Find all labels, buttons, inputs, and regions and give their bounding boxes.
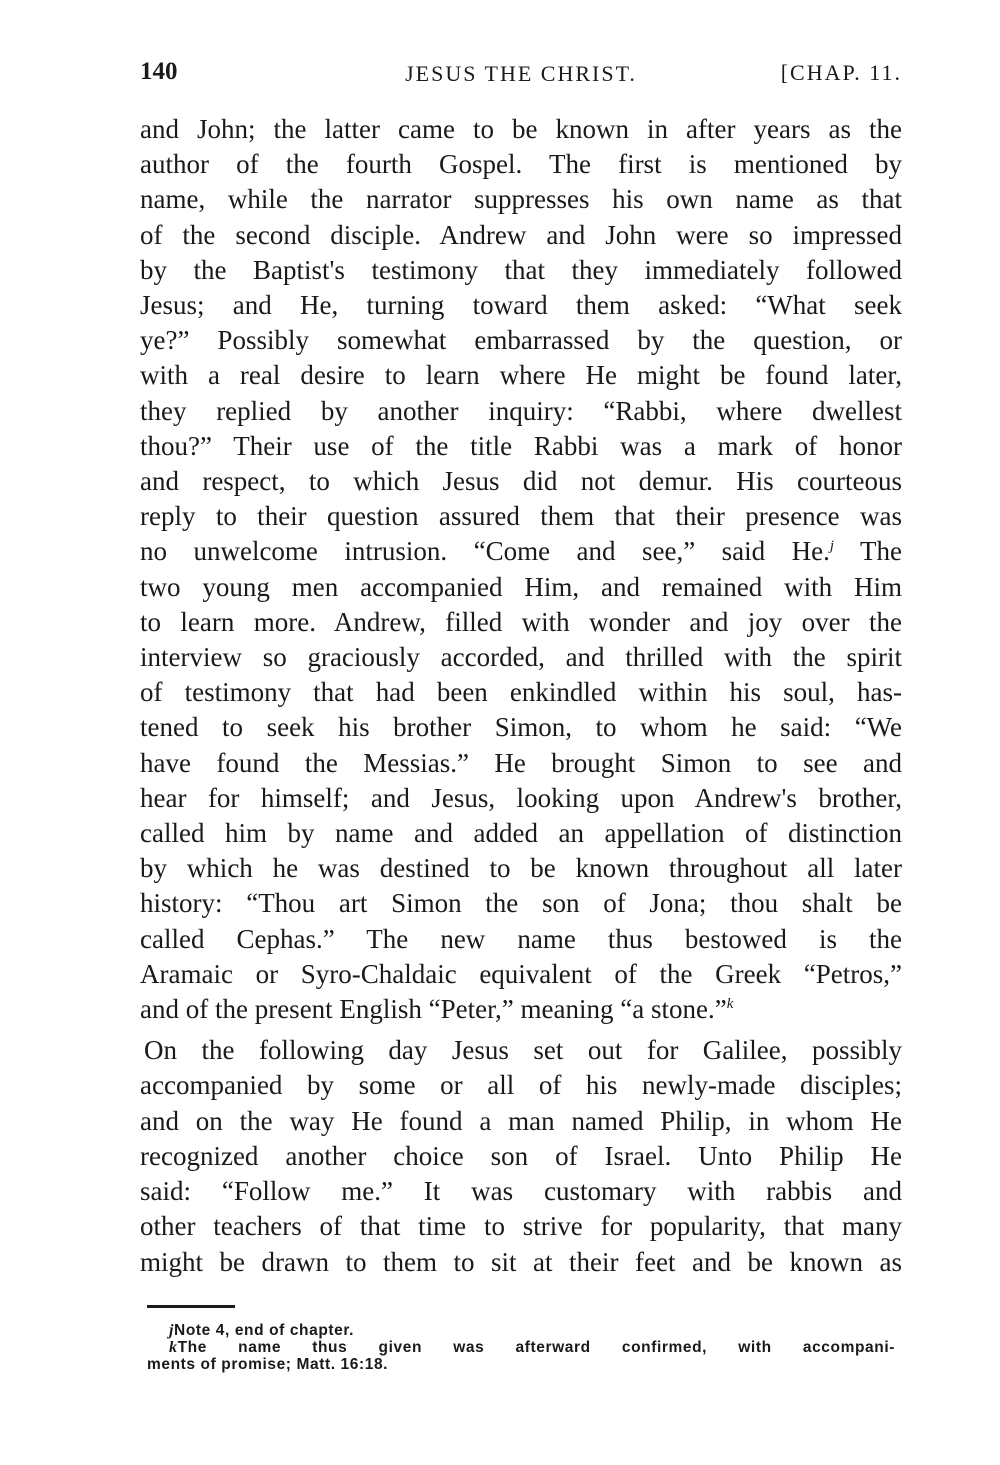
footnote-mark: k	[169, 1339, 178, 1356]
text-line	[140, 323, 902, 358]
text-line	[140, 1068, 902, 1103]
text-line	[140, 710, 902, 745]
text-line	[140, 1174, 902, 1209]
line-text: interview so graciously accorded, and thrilled with the spirit	[140, 642, 902, 673]
line-text: by the Baptist's testimony that they immediately followed	[140, 254, 902, 285]
line-text: have found the Messias.” He brought Simon to see and	[140, 747, 902, 778]
text-line	[140, 605, 902, 640]
text-line	[140, 182, 902, 217]
line-text: by which he was destined to be known throughout all later	[140, 853, 902, 884]
line-text: they replied by another inquiry: “Rabbi, where dwellest	[140, 395, 902, 426]
line-text: might be drawn to them to sit at their feet and be known as	[140, 1246, 902, 1277]
text-line	[140, 1209, 902, 1244]
footnote-text: The name thus given was afterward confirmed, with accompani-	[177, 1339, 895, 1356]
line-text: name, while the narrator suppresses his own name as that	[140, 184, 902, 215]
line-text: history: “Thou art Simon the son of Jona; thou shalt be	[140, 888, 902, 919]
text-line	[140, 781, 902, 816]
footnote-line	[147, 1322, 895, 1339]
line-text: reply to their question assured them that their presence was	[140, 501, 902, 532]
line-text: ye?” Possibly somewhat embarrassed by the question, or	[140, 325, 902, 356]
text-line	[140, 112, 902, 147]
footnote-text: Note 4, end of chapter.	[174, 1322, 355, 1339]
text-line	[140, 218, 902, 253]
running-head	[140, 58, 902, 92]
text-line	[140, 464, 902, 499]
text-line	[140, 1104, 902, 1139]
line-text: called Cephas.” The new name thus bestowed is the	[140, 923, 902, 954]
footnote-marker[interactable]	[727, 996, 734, 1012]
text-line	[140, 1139, 902, 1174]
line-text: Jesus; and He, turning toward them asked: “What seek	[140, 290, 902, 321]
text-line	[140, 640, 902, 675]
line-text: other teachers of that time to strive for popularity, that many	[140, 1211, 902, 1242]
line-text: of the second disciple. Andrew and John were so impressed	[140, 219, 902, 250]
line-text: and of the present English “Peter,” meaning “a stone.”	[140, 994, 727, 1025]
text-line	[140, 394, 902, 429]
line-text: tened to seek his brother Simon, to whom he said: “We	[140, 712, 902, 743]
page-number: 140	[140, 58, 178, 85]
line-text: and on the way He found a man named Philip, in whom He	[140, 1105, 902, 1136]
footnote-rule	[147, 1305, 235, 1308]
line-tail: The	[834, 536, 902, 567]
line-text: Aramaic or Syro-Chaldaic equivalent of the Greek “Petros,”	[140, 958, 902, 989]
footnote-mark: j	[169, 1322, 175, 1339]
text-line	[140, 886, 902, 921]
footnote-text: ments of promise; Matt. 16:18.	[147, 1356, 389, 1373]
footnote-ref-k: k	[726, 996, 734, 1013]
paragraph-2	[140, 1033, 902, 1279]
text-line	[140, 746, 902, 781]
text-line	[140, 534, 902, 569]
line-text: thou?” Their use of the title Rabbi was a mark of honor	[140, 430, 902, 461]
line-text: On the following day Jesus set out for Galilee, possibly	[144, 1035, 902, 1066]
line-text: accompanied by some or all of his newly-made disciples;	[140, 1070, 902, 1101]
line-text: and John; the latter came to be known in after years as the	[140, 114, 902, 144]
line-text: hear for himself; and Jesus, looking upon Andrew's brother,	[140, 782, 902, 813]
line-text: of testimony that had been enkindled within his soul, has-	[140, 677, 902, 708]
paragraph-1	[140, 112, 902, 1027]
text-line	[140, 570, 902, 605]
text-line	[140, 147, 902, 182]
text-line	[140, 816, 902, 851]
text-line	[140, 499, 902, 534]
text-line	[140, 253, 902, 288]
text-line	[140, 288, 902, 323]
footnote-line	[147, 1339, 895, 1356]
line-text: to learn more. Andrew, filled with wonder and joy over the	[140, 606, 902, 637]
line-text: two young men accompanied Him, and remained with Him	[140, 571, 902, 602]
footnote-line	[147, 1356, 895, 1373]
body-text	[140, 112, 902, 1280]
line-text: no unwelcome intrusion. “Come and see,” said He.	[140, 536, 830, 567]
text-line	[140, 922, 902, 957]
line-text: with a real desire to learn where He might be found later,	[140, 360, 902, 391]
text-line	[140, 992, 902, 1027]
book-title: JESUS THE CHRIST.	[405, 61, 637, 86]
line-text: and respect, to which Jesus did not demur. His courteous	[140, 466, 902, 497]
text-line	[140, 429, 902, 464]
text-line	[140, 957, 902, 992]
line-text: author of the fourth Gospel. The first is mentioned by	[140, 149, 902, 180]
text-line	[140, 851, 902, 886]
line-text: recognized another choice son of Israel. Unto Philip He	[140, 1140, 902, 1171]
footnotes	[147, 1322, 895, 1373]
line-text: said: “Follow me.” It was customary with rabbis and	[140, 1176, 902, 1207]
footnote-ref-j: j	[829, 538, 835, 555]
text-line	[140, 1245, 902, 1280]
chapter-label: [CHAP. 11.	[780, 60, 902, 85]
text-line	[140, 675, 902, 710]
text-line	[140, 358, 902, 393]
text-line	[140, 1033, 902, 1068]
line-text: called him by name and added an appellation of distinction	[140, 818, 902, 849]
